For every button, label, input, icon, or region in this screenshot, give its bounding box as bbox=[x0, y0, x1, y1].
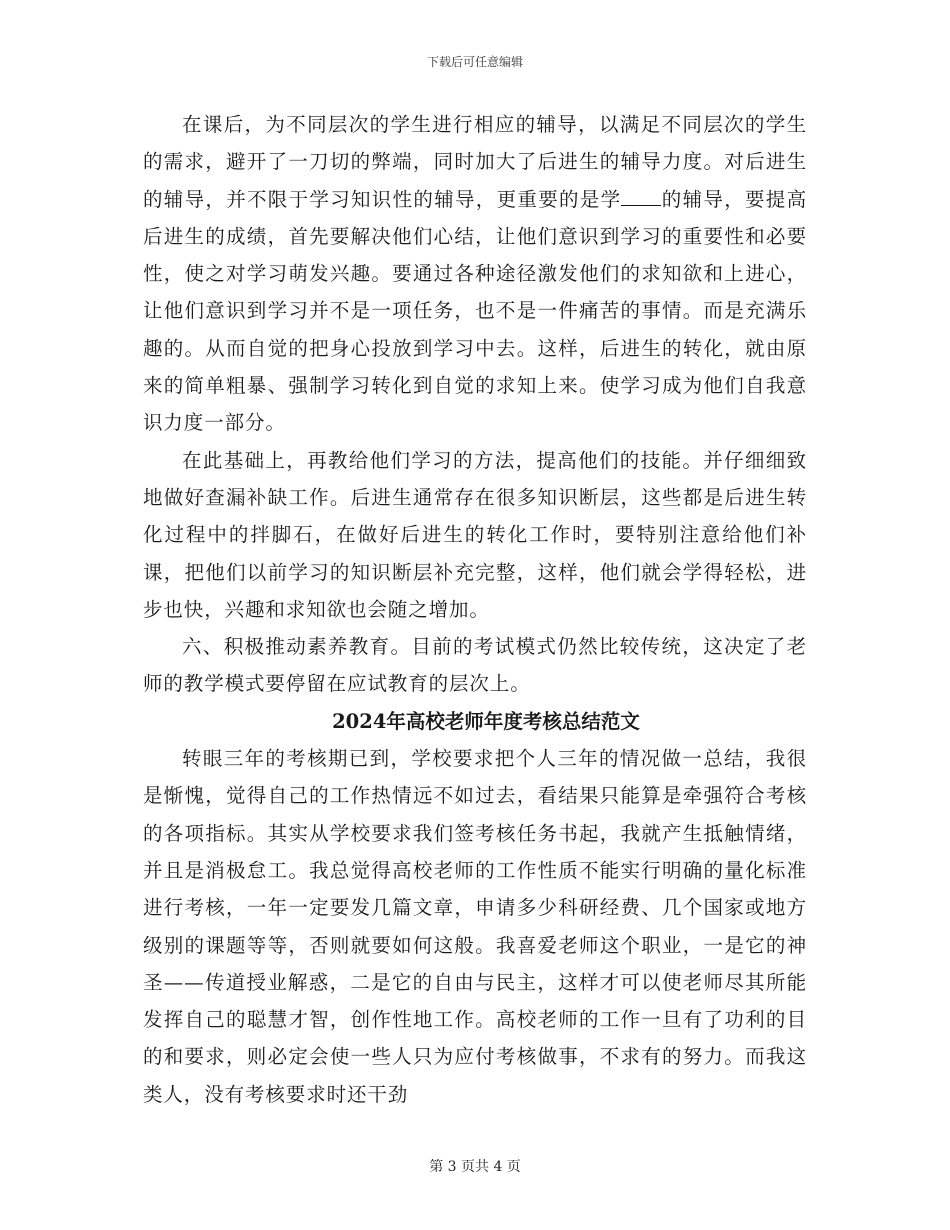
document-body bbox=[143, 106, 807, 1113]
section-title: 2024年高校老师年度考核总结范文 bbox=[332, 709, 640, 733]
page-footer: 第 3 页共 4 页 bbox=[429, 1159, 521, 1175]
paragraph-tutoring-text-a: 在课后，为不同层次的学生进行相应的辅导，以满足不同层次的学生的需求，避开了一刀切的弊端，同时加大了后进生的辅导力度。对后进生的辅导，并不限于学习知识性的辅导，更重要的是学 bbox=[143, 113, 807, 211]
paragraph-tutoring-text-b: 的辅导，要提高后进生的成绩，首先要解决他们心结，让他们意识到学习的重要性和必要性，使之对学习萌发兴趣。要通过各种途径激发他们的求知欲和上进心，让他们意识到学习并不是一项任务，也不是一件痛苦的事情。而是充满乐趣的。从而自觉的把身心投放到学习中去。这样，后进生的转化，就由原来的简单粗暴、强制学习转化到自觉的求知上来。使学习成为他们自我意识力度一部分。 bbox=[143, 187, 807, 435]
paragraph-quality-education: 六、积极推动素养教育。目前的考试模式仍然比较传统，这决定了老师的教学模式要停留在应试教育的层次上。 bbox=[143, 635, 807, 696]
paragraph-tutoring bbox=[143, 106, 807, 442]
page-header: 下载后可任意编辑 bbox=[426, 55, 523, 69]
fill-in-blank bbox=[621, 187, 661, 206]
paragraph-methods: 在此基础上，再教给他们学习的方法，提高他们的技能。并仔细细致地做好查漏补缺工作。后进生通常存在很多知识断层，这些都是后进生转化过程中的拌脚石，在做好后进生的转化工作时，要特别注意给他们补课，把他们以前学习的知识断层补充完整，这样，他们就会学得轻松，进步也快，兴趣和求知欲也会随之增加。 bbox=[143, 448, 807, 621]
paragraph-assessment: 转眼三年的考核期已到，学校要求把个人三年的情况做一总结，我很是惭愧，觉得自己的工作热情远不如过去，看结果只能算是牵强符合考核的各项指标。其实从学校要求我们签考核任务书起，我就产生抵触情绪，并且是消极怠工。我总觉得高校老师的工作性质不能实行明确的量化标准进行考核，一年一定要发几篇文章，申请多少科研经费、几个国家或地方级别的课题等等，否则就要如何这般。我喜爱老师这个职业，一是它的神圣——传道授业解惑，二是它的自由与民主，这样才可以使老师尽其所能发挥自己的聪慧才智，创作性地工作。高校老师的工作一旦有了功利的目的和要求，则必定会使一些人只为应付考核做事，不求有的努力。而我这类人，没有考核要求时还干劲 bbox=[143, 747, 807, 1106]
